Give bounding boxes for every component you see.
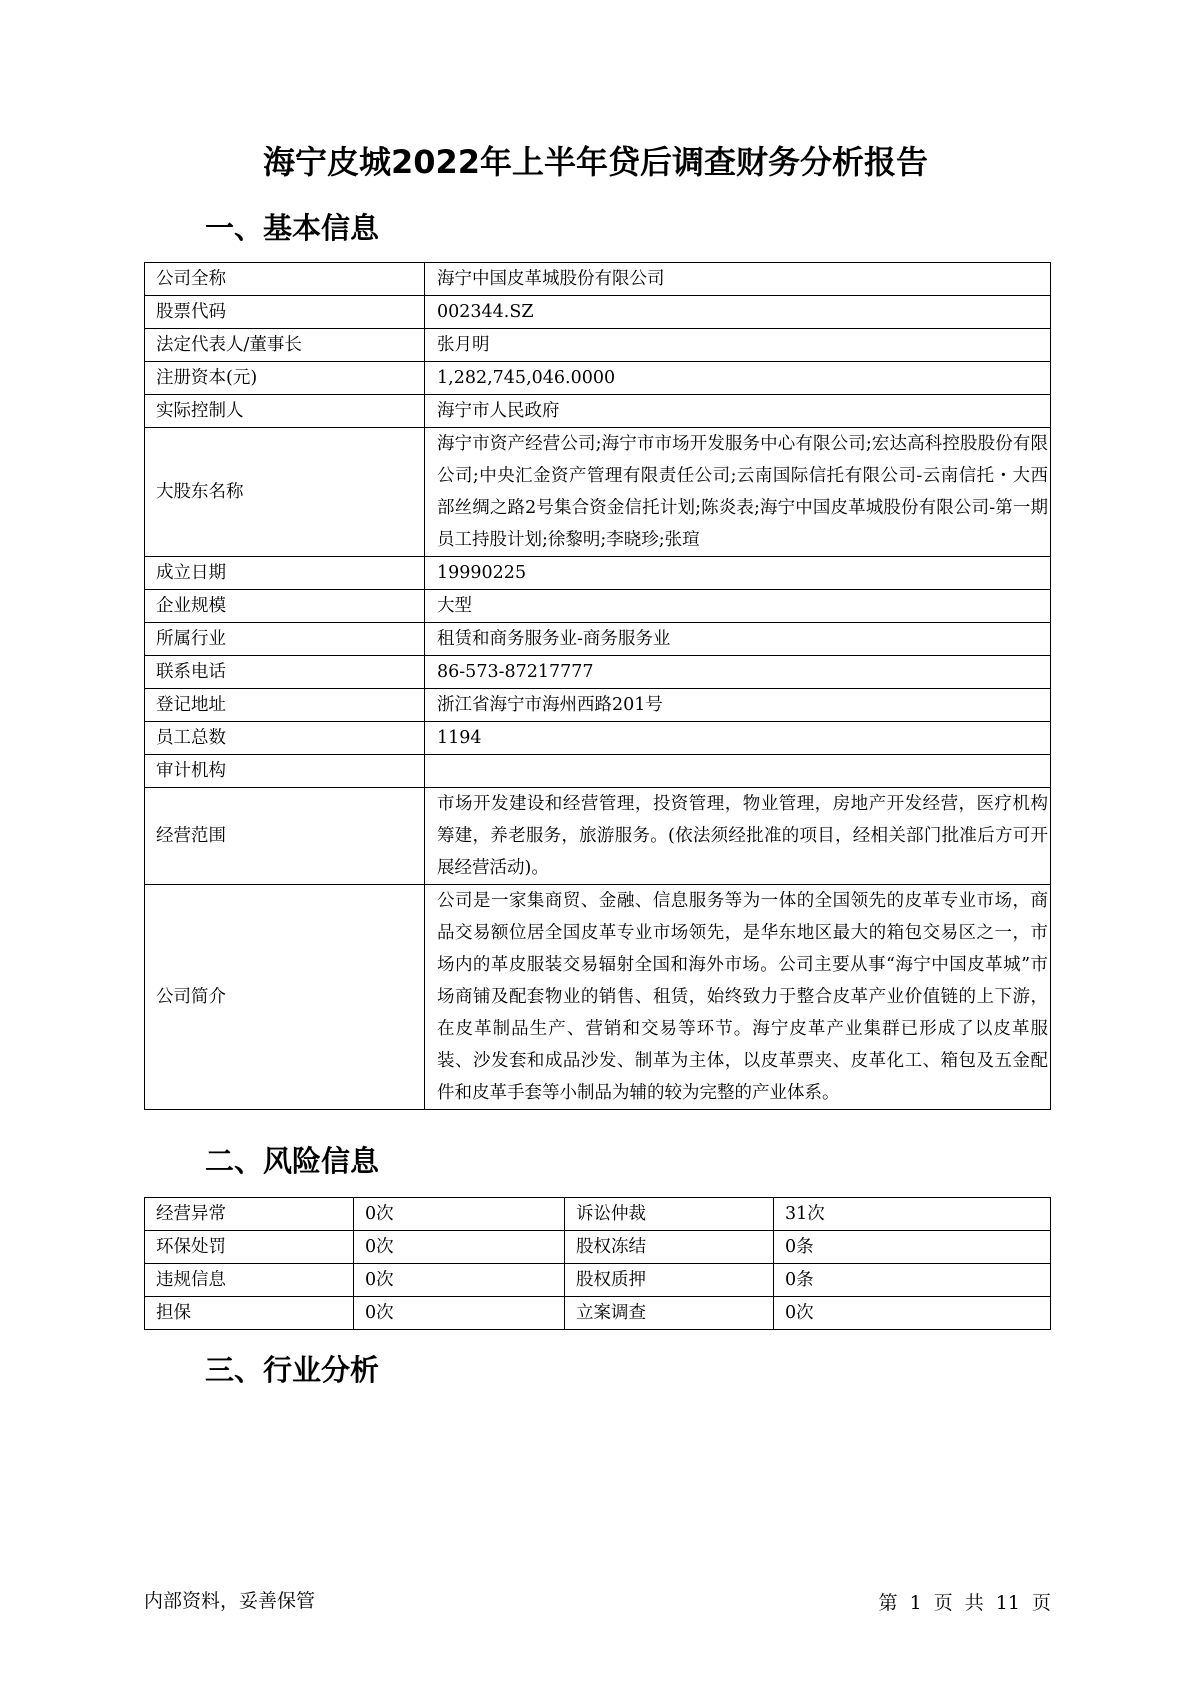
field-value: 市场开发建设和经营管理，投资管理，物业管理，房地产开发经营，医疗机构筹建，养老服务，旅游服务。(依法须经批准的项目，经相关部门批准后方可开展经营活动)。	[425, 788, 1051, 885]
field-label: 大股东名称	[145, 428, 425, 557]
field-value: 1194	[425, 722, 1051, 755]
table-row	[145, 656, 1051, 689]
section-heading-basic-info: 一、基本信息	[205, 211, 380, 245]
risk-value: 0次	[354, 1198, 565, 1231]
risk-label: 经营异常	[145, 1198, 354, 1231]
risk-label: 股权质押	[565, 1264, 774, 1297]
table-row	[145, 623, 1051, 656]
table-row	[145, 788, 1051, 885]
field-value: 浙江省海宁市海州西路201号	[425, 689, 1051, 722]
field-value: 海宁中国皮革城股份有限公司	[425, 263, 1051, 296]
field-label: 成立日期	[145, 557, 425, 590]
risk-label: 立案调查	[565, 1297, 774, 1330]
table-row	[145, 428, 1051, 557]
field-label: 企业规模	[145, 590, 425, 623]
field-label: 经营范围	[145, 788, 425, 885]
risk-label: 违规信息	[145, 1264, 354, 1297]
table-row	[145, 395, 1051, 428]
field-label: 股票代码	[145, 296, 425, 329]
table-row	[145, 885, 1051, 1110]
table-row	[145, 362, 1051, 395]
risk-value: 0次	[354, 1231, 565, 1264]
risk-value: 0条	[774, 1231, 1051, 1264]
field-label: 法定代表人/董事长	[145, 329, 425, 362]
risk-info-table	[144, 1197, 1051, 1330]
section-heading-industry-analysis: 三、行业分析	[205, 1353, 380, 1387]
field-value: 002344.SZ	[425, 296, 1051, 329]
table-row	[145, 689, 1051, 722]
table-row	[145, 296, 1051, 329]
risk-label: 诉讼仲裁	[565, 1198, 774, 1231]
field-label: 联系电话	[145, 656, 425, 689]
risk-value: 31次	[774, 1198, 1051, 1231]
field-value	[425, 755, 1051, 788]
field-value: 张月明	[425, 329, 1051, 362]
risk-value: 0次	[354, 1264, 565, 1297]
table-row	[145, 1297, 1051, 1330]
table-row	[145, 263, 1051, 296]
field-value: 公司是一家集商贸、金融、信息服务等为一体的全国领先的皮革专业市场，商品交易额位居全国皮革专业市场领先，是华东地区最大的箱包交易区之一，市场内的革皮服装交易辐射全国和海外市场。公司主要从事“海宁中国皮革城”市场商铺及配套物业的销售、租赁，始终致力于整合皮革产业价值链的上下游，在皮革制品生产、营销和交易等环节。海宁皮革产业集群已形成了以皮革服装、沙发套和成品沙发、制革为主体，以皮革票夹、皮革化工、箱包及五金配件和皮革手套等小制品为辅的较为完整的产业体系。	[425, 885, 1051, 1110]
table-row	[145, 329, 1051, 362]
field-value: 租赁和商务服务业-商务服务业	[425, 623, 1051, 656]
field-value: 1,282,745,046.0000	[425, 362, 1051, 395]
field-label: 所属行业	[145, 623, 425, 656]
footer-page-number: 第 1 页 共 11 页	[878, 1592, 1051, 1614]
risk-value: 0次	[774, 1297, 1051, 1330]
table-row	[145, 1231, 1051, 1264]
field-value: 海宁市资产经营公司;海宁市市场开发服务中心有限公司;宏达高科控股股份有限公司;中央汇金资产管理有限责任公司;云南国际信托有限公司-云南信托・大西部丝绸之路2号集合资金信托计划;陈炎表;海宁中国皮革城股份有限公司-第一期员工持股计划;徐黎明;李晓珍;张瑄	[425, 428, 1051, 557]
field-value: 大型	[425, 590, 1051, 623]
field-label: 注册资本(元)	[145, 362, 425, 395]
field-value: 86-573-87217777	[425, 656, 1051, 689]
table-row	[145, 1264, 1051, 1297]
field-value: 海宁市人民政府	[425, 395, 1051, 428]
field-value: 19990225	[425, 557, 1051, 590]
risk-label: 担保	[145, 1297, 354, 1330]
table-row	[145, 755, 1051, 788]
field-label: 员工总数	[145, 722, 425, 755]
field-label: 实际控制人	[145, 395, 425, 428]
table-row	[145, 722, 1051, 755]
field-label: 公司简介	[145, 885, 425, 1110]
table-row	[145, 1198, 1051, 1231]
table-row	[145, 590, 1051, 623]
risk-value: 0次	[354, 1297, 565, 1330]
risk-label: 环保处罚	[145, 1231, 354, 1264]
field-label: 登记地址	[145, 689, 425, 722]
field-label: 审计机构	[145, 755, 425, 788]
section-heading-risk-info: 二、风险信息	[205, 1144, 380, 1178]
field-label: 公司全称	[145, 263, 425, 296]
risk-label: 股权冻结	[565, 1231, 774, 1264]
basic-info-table	[144, 262, 1051, 1110]
risk-value: 0条	[774, 1264, 1051, 1297]
table-row	[145, 557, 1051, 590]
report-title: 海宁皮城2022年上半年贷后调查财务分析报告	[262, 143, 929, 181]
footer-confidential-note: 内部资料，妥善保管	[144, 1590, 316, 1612]
